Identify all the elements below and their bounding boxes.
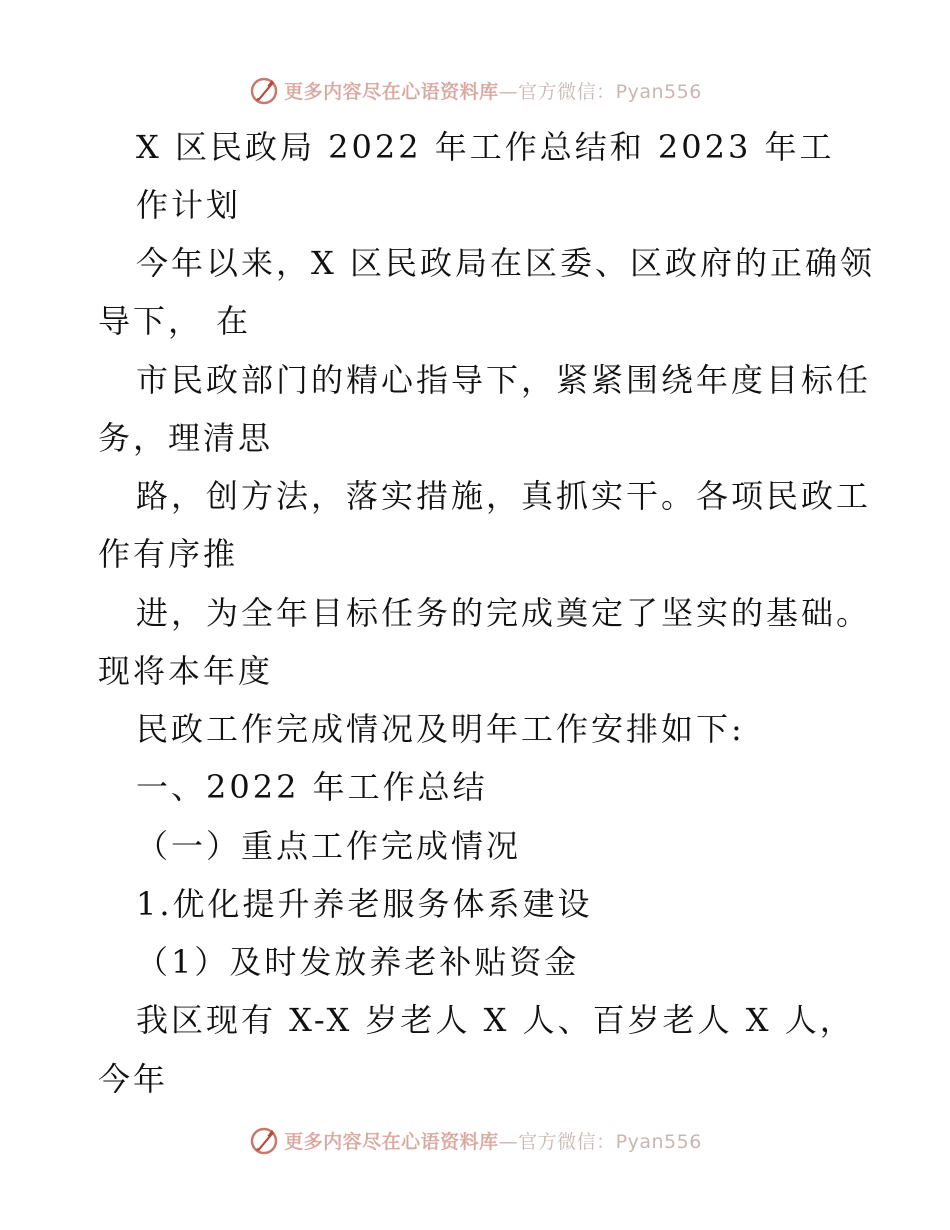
header-watermark: [0, 70, 950, 110]
doc-title-line-2: 作计划: [136, 186, 242, 224]
subsection-heading: （一）重点工作完成情况: [136, 827, 522, 865]
watermark-separator: —: [498, 80, 519, 103]
doc-paragraph-line: 务，理清思: [98, 419, 274, 457]
watermark-brand: 更多内容尽在心语资料库: [284, 1130, 499, 1153]
doc-paragraph-line: 今年以来，X 区民政局在区委、区政府的正确领: [136, 244, 875, 282]
doc-paragraph-line: 路，创方法，落实措施，真抓实干。各项民政工: [136, 477, 872, 515]
watermark-brand: 更多内容尽在心语资料库: [284, 80, 499, 103]
doc-paragraph-line: 民政工作完成情况及明年工作安排如下:: [136, 710, 745, 748]
footer-watermark: [0, 1120, 950, 1160]
doc-paragraph-line: 现将本年度: [98, 652, 274, 690]
section-heading: 一、2022 年工作总结: [136, 768, 488, 806]
doc-paragraph-line: 作有序推: [98, 535, 239, 573]
doc-paragraph-line: 导下， 在: [98, 302, 252, 340]
doc-paragraph-line: 今年: [98, 1060, 169, 1098]
watermark-contact: 官方微信：Pyan556: [518, 1130, 702, 1153]
item-heading: 1.优化提升养老服务体系建设: [136, 885, 593, 923]
doc-paragraph-line: 市民政部门的精心指导下，紧紧围绕年度目标任: [136, 361, 872, 399]
watermark-contact: 官方微信：Pyan556: [518, 80, 702, 103]
feather-pen-logo-icon: [248, 1124, 280, 1156]
sub-item-heading: （1）及时发放养老补贴资金: [136, 943, 580, 981]
doc-paragraph-line: 进，为全年目标任务的完成奠定了坚实的基础。: [136, 594, 872, 632]
feather-pen-logo-icon: [248, 74, 280, 106]
watermark-separator: —: [498, 1130, 519, 1153]
doc-paragraph-line: 我区现有 X-X 岁老人 X 人、百岁老人 X 人，: [136, 1001, 855, 1039]
doc-title-line-1: X 区民政局 2022 年工作总结和 2023 年工: [136, 128, 835, 166]
